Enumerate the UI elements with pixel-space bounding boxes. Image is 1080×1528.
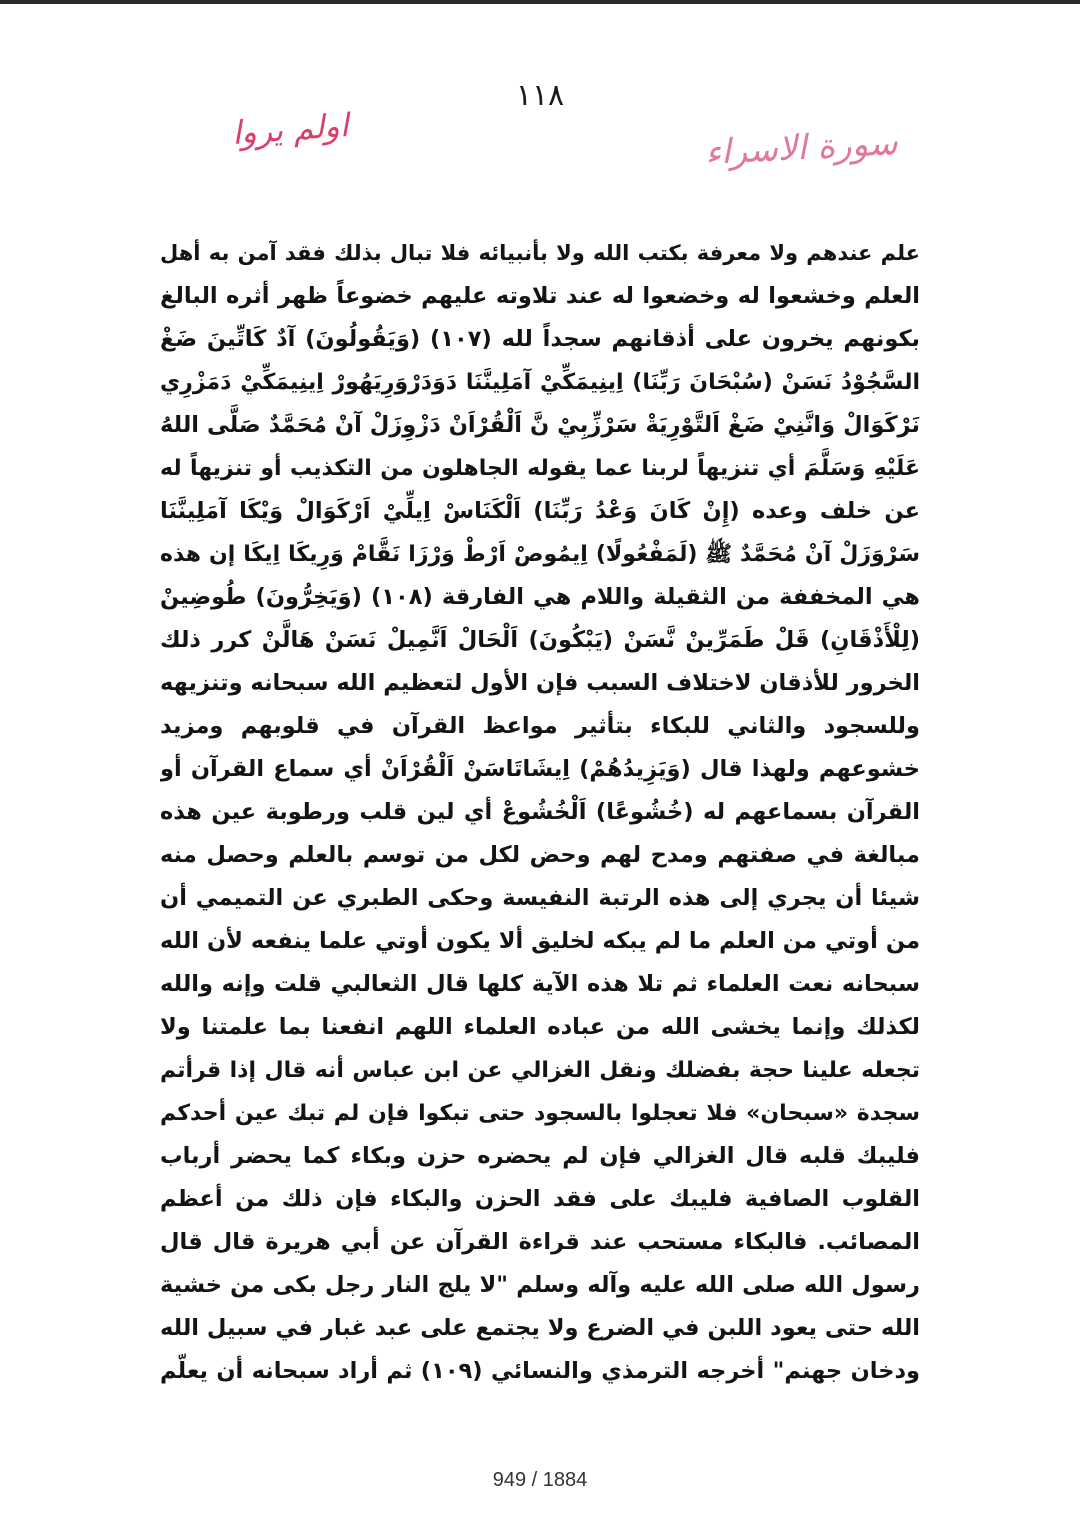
- text-line: الخرور للأذقان لاختلاف السبب فإن الأول لتعظيم الله سبحانه وتنزيهه: [160, 670, 920, 696]
- page-counter: 949 / 1884: [492, 1469, 588, 1491]
- text-line: سبحانه نعت العلماء ثم تلا هذه الآية كلها قال الثعالبي قلت وإنه والله: [160, 971, 920, 997]
- text-line: القرآن بسماعهم له (خُشُوعًا) اَلْخُشُوعْ أي لين قلب ورطوبة عين هذه: [160, 799, 920, 825]
- text-line: هي المخففة من الثقيلة واللام هي الفارقة (١٠٨) (وَيَخِرُّونَ) طُوضِينْ: [160, 584, 920, 610]
- text-line: ودخان جهنم" أخرجه الترمذي والنسائي (١٠٩) ثم أراد سبحانه أن يعلّم: [160, 1358, 920, 1384]
- text-line: مبالغة في صفتهم ومدح لهم وحض لكل من توسم بالعلم وحصل منه: [160, 842, 920, 868]
- text-line: الله حتى يعود اللبن في الضرع ولا يجتمع على عبد غبار في سبيل الله: [160, 1315, 920, 1341]
- text-line: سجدة «سبحان» فلا تعجلوا بالسجود حتى تبكوا فإن لم تبك عين أحدكم: [160, 1101, 920, 1126]
- text-line: تجعله علينا حجة بفضلك ونقل الغزالي عن ابن عباس أنه قال إذا قرأتم: [160, 1058, 920, 1083]
- text-line: بكونهم يخرون على أذقانهم سجداً لله (١٠٧) (وَيَقُولُونَ) آدٌ كَاتِّينَ ضَغْ: [160, 326, 920, 352]
- handwritten-note-right: سورة الاسراء: [704, 122, 899, 174]
- text-line: شيئا أن يجري إلى هذه الرتبة النفيسة وحكى الطبري عن التميمي أن: [160, 885, 920, 911]
- text-line: فليبك قلبه قال الغزالي فإن لم يحضره حزن وبكاء كما يحضر أرباب: [160, 1143, 920, 1169]
- text-line: المصائب. فالبكاء مستحب عند قراءة القرآن عن أبي هريرة قال قال: [160, 1229, 920, 1255]
- text-line: وللسجود والثاني للبكاء بتأثير مواعظ القرآن في قلوبهم ومزيد: [160, 713, 920, 739]
- body-text: [160, 232, 920, 1393]
- text-line: خشوعهم ولهذا قال (وَيَزِيدُهُمْ) اِيشَاتَاسَنْ اَلْقُرْاَنْ أي سماع القرآن أو: [160, 756, 920, 782]
- page-number: ١١٨: [515, 78, 565, 113]
- text-line: لكذلك وإنما يخشى الله من عباده العلماء اللهم انفعنا بما علمتنا ولا: [160, 1014, 920, 1040]
- scan-top-edge: [0, 0, 1080, 4]
- text-line: نَرْكَوَالْ وَانَّنِيْ ضَغْ اَلتَّوْرِيَةْ سَرْزِّبِيْ نَّ اَلْقُرْاَنْ دَزْوِزَلْ آنْ مُحَمَّدٌ صَلَّى اللهُ: [160, 412, 920, 438]
- text-line: العلم وخشعوا له وخضعوا له عند تلاوته عليهم خضوعاً ظهر أثره البالغ: [160, 283, 920, 309]
- text-line: علم عندهم ولا معرفة بكتب الله ولا بأنبيائه فلا تبال بذلك فقد آمن به أهل: [160, 241, 920, 265]
- text-line: من أوتي من العلم ما لم يبكه لخليق ألا يكون أوتي علما ينفعه لأن الله: [160, 928, 920, 954]
- text-line: عَلَيْهِ وَسَلَّمَ أي تنزيهاً لربنا عما يقوله الجاهلون من التكذيب أو تنزيهاً له: [160, 456, 920, 481]
- text-line: سَرْوَزَلْ آنْ مُحَمَّدٌ ﷺ (لَمَفْعُولًا) اِيمُوصْ اَرْطْ وَرْزَا نَقَّامْ وَرِيكَا اِيكَا إن هذه: [160, 542, 920, 567]
- text-line: السَّجُوْدُ نَسَنْ (سُبْحَانَ رَبِّنَا) اِينِيمَكِّيْ آمَلِينَّنَا دَوَدَرْوَرِيَهُورْ اِينِيمَكِّيْ دَمَزْرِي: [160, 370, 920, 395]
- text-line: عن خلف وعده (إِنْ كَانَ وَعْدُ رَبِّنَا) اَلْكَنَاسْ اِيلِّيْ اَرْكَوَالْ وَيْكَا آمَلِينَّنَا: [160, 498, 920, 524]
- handwritten-note-left: اولم يروا: [230, 105, 350, 153]
- text-line: (لِلْأَذْقَانِ) قَلْ طَمَرِّينْ نَّسَنْ (يَبْكُونَ) اَلْحَالْ اَنَّمِيلْ نَسَنْ هَالَّنْ كرر ذلك: [160, 627, 920, 653]
- text-line: رسول الله صلى الله عليه وآله وسلم "لا يلج النار رجل بكى من خشية: [160, 1272, 920, 1298]
- text-line: القلوب الصافية فليبك على فقد الحزن والبكاء فإن ذلك من أعظم: [160, 1186, 920, 1212]
